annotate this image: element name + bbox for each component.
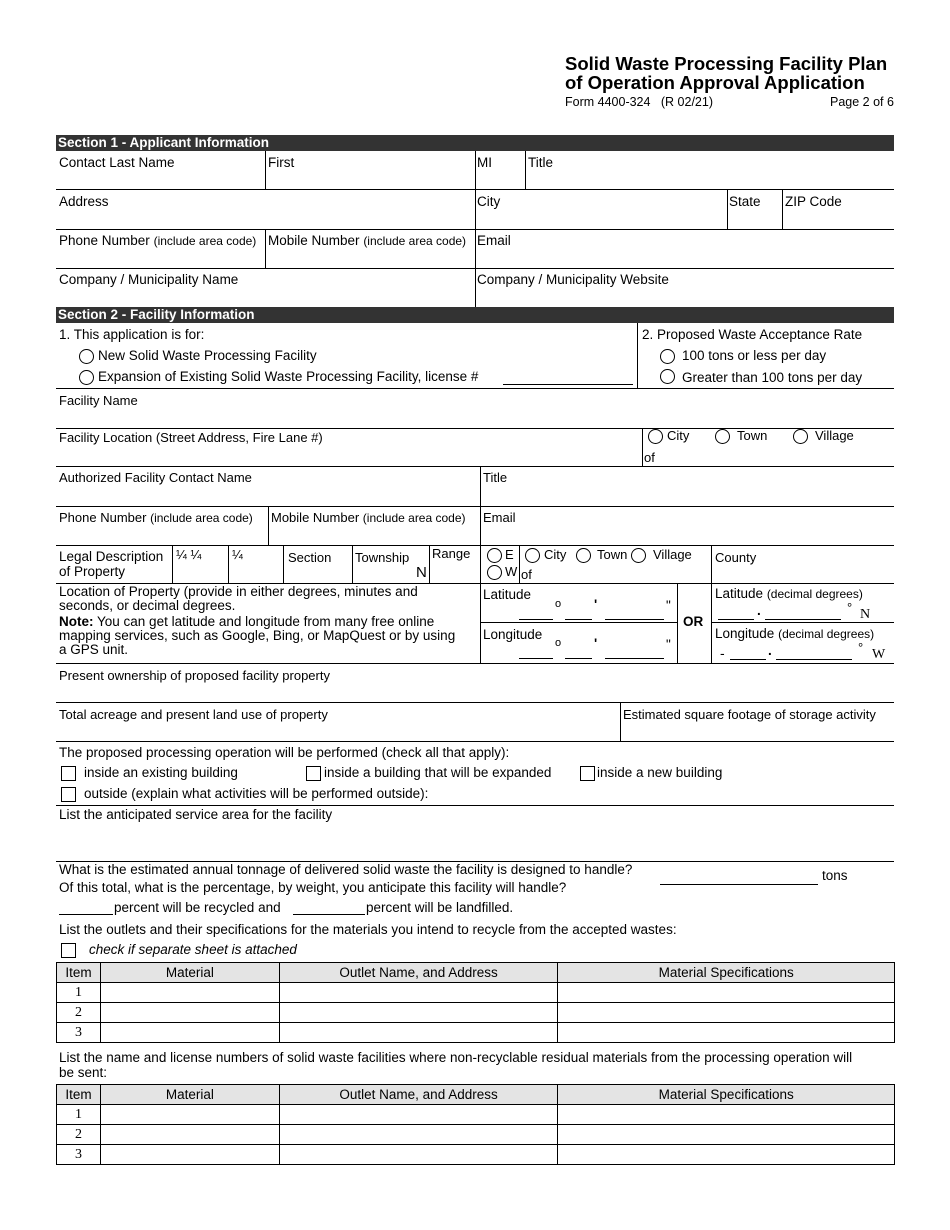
table-row	[57, 1003, 895, 1023]
acreage-field[interactable]	[56, 722, 618, 740]
percent-landfilled-field[interactable]	[293, 914, 365, 915]
sq-footage-field[interactable]	[622, 722, 894, 740]
legal-village-label: Village	[653, 547, 692, 562]
legal-town-label: Town	[597, 547, 628, 562]
row-number: 2	[57, 1125, 101, 1145]
col-item: Item	[57, 963, 101, 983]
divider	[475, 189, 476, 229]
longitude-minus: -	[720, 645, 725, 661]
mi-field[interactable]	[476, 170, 524, 188]
outlets-table-header	[57, 963, 895, 983]
legal-description-label	[59, 549, 163, 579]
facility-name-field[interactable]	[56, 409, 894, 427]
quarter-quarter-label: ¼ ¼	[176, 547, 202, 562]
op-outside-label: outside (explain what activities will be performed outside):	[84, 786, 429, 801]
latitude-seconds-field[interactable]	[605, 619, 664, 620]
rate-100-or-less-label: 100 tons or less per day	[682, 348, 827, 363]
ownership-label: Present ownership of proposed facility property	[59, 668, 330, 683]
divider	[56, 663, 894, 664]
rate-100-or-less-radio[interactable]	[660, 349, 675, 364]
divider	[475, 268, 476, 308]
ownership-field[interactable]	[56, 684, 894, 702]
range-w-radio[interactable]	[487, 565, 502, 580]
legal-city-label: City	[544, 547, 567, 562]
auth-contact-label: Authorized Facility Contact Name	[59, 470, 252, 485]
phone-field[interactable]	[56, 249, 264, 267]
longitude-decimal-text: Longitude	[715, 626, 775, 641]
tons-label: tons	[822, 868, 848, 883]
mi-label: MI	[477, 155, 492, 170]
op-expanded-checkbox[interactable]	[306, 766, 321, 781]
facility-phone-label	[59, 510, 253, 525]
material-cell[interactable]	[100, 1125, 279, 1145]
tonnage-field[interactable]	[660, 884, 818, 885]
specs-cell[interactable]	[558, 1003, 895, 1023]
title-label: Title	[528, 155, 554, 170]
longitude-min-symbol: '	[594, 636, 598, 651]
material-cell[interactable]	[100, 1105, 279, 1125]
material-cell[interactable]	[100, 1145, 279, 1165]
facility-phone-label-text: Phone Number	[59, 510, 147, 525]
divider	[283, 545, 284, 583]
latitude-minutes-field[interactable]	[565, 619, 592, 620]
row-number: 2	[57, 1003, 101, 1023]
divider	[525, 151, 526, 189]
longitude-decimal-fraction-field[interactable]	[776, 659, 852, 660]
col-specs: Material Specifications	[558, 1085, 895, 1105]
or-label: OR	[683, 614, 704, 629]
company-website-field[interactable]	[476, 288, 894, 306]
divider	[56, 805, 894, 806]
divider	[677, 583, 678, 663]
divider	[480, 466, 481, 506]
zip-field[interactable]	[783, 209, 894, 227]
email-label: Email	[477, 233, 511, 248]
latitude-decimal-fraction-field[interactable]	[765, 619, 841, 620]
expansion-radio[interactable]	[79, 370, 94, 385]
company-field[interactable]	[56, 288, 474, 306]
location-town-label: Town	[737, 428, 768, 443]
form-number: Form 4400-324 (R 02/21)	[565, 95, 713, 109]
location-of-label: of	[644, 450, 655, 465]
service-area-field[interactable]	[56, 823, 894, 859]
quarter-label: ¼	[232, 547, 243, 562]
township-n-label: N	[416, 564, 427, 581]
specs-cell[interactable]	[558, 1125, 895, 1145]
landfilled-label: percent will be landfilled.	[366, 900, 514, 915]
auth-title-field[interactable]	[482, 486, 894, 504]
divider	[480, 622, 677, 623]
facility-name-label: Facility Name	[59, 393, 138, 408]
company-website-label: Company / Municipality Website	[477, 272, 669, 287]
location-village-radio[interactable]	[793, 429, 808, 444]
auth-contact-field[interactable]	[56, 486, 478, 504]
table-row	[57, 1023, 895, 1043]
col-material: Material	[100, 963, 279, 983]
state-field[interactable]	[728, 209, 781, 227]
col-outlet: Outlet Name, and Address	[279, 1085, 558, 1105]
range-e-label: E	[505, 547, 514, 562]
longitude-decimal-deg: °	[858, 640, 864, 655]
longitude-deg-symbol: o	[555, 637, 562, 649]
latitude-degrees-field[interactable]	[519, 619, 553, 620]
contact-last-name-field[interactable]	[56, 170, 264, 188]
note-line1	[59, 615, 455, 629]
longitude-sec-symbol: "	[666, 637, 671, 652]
divider	[172, 545, 173, 583]
section-label: Section	[288, 550, 332, 565]
facility-mobile-note: (include area code)	[362, 511, 466, 525]
material-cell[interactable]	[100, 1003, 279, 1023]
divider	[268, 506, 269, 545]
row-number: 1	[57, 1105, 101, 1125]
longitude-decimal-dot: .	[768, 643, 772, 658]
email-field[interactable]	[476, 249, 894, 267]
residual-line2: be sent:	[59, 1065, 108, 1080]
mobile-label-text: Mobile Number	[268, 233, 360, 248]
facility-phone-note: (include area code)	[150, 511, 253, 525]
legal-of-label: of	[521, 567, 532, 582]
divider	[352, 545, 353, 583]
form-title	[565, 54, 887, 92]
material-cell[interactable]	[100, 1023, 279, 1043]
op-outside-checkbox[interactable]	[61, 787, 76, 802]
divider	[475, 229, 476, 268]
county-label: County	[715, 550, 757, 565]
location-town-radio[interactable]	[715, 429, 730, 444]
longitude-label: Longitude	[483, 627, 543, 642]
table-row	[57, 983, 895, 1003]
residual-table	[56, 1084, 895, 1165]
divider	[711, 583, 712, 663]
op-existing-checkbox[interactable]	[61, 766, 76, 781]
row-number: 3	[57, 1023, 101, 1043]
latitude-decimal-label	[715, 586, 863, 601]
divider	[56, 506, 894, 507]
rate-greater-100-label: Greater than 100 tons per day	[682, 370, 863, 385]
new-facility-label: New Solid Waste Processing Facility	[98, 348, 317, 363]
legal-city-radio[interactable]	[525, 548, 540, 563]
separate-sheet-label: check if separate sheet is attached	[89, 942, 297, 957]
op-expanded-label: inside a building that will be expanded	[324, 765, 552, 780]
latitude-min-symbol: '	[594, 597, 598, 612]
divider	[56, 545, 894, 546]
divider	[56, 466, 894, 467]
divider	[56, 702, 894, 703]
op-new-label: inside a new building	[597, 765, 723, 780]
note-text1: You can get latitude and longitude from many free online	[93, 614, 435, 629]
section1-header: Section 1 - Applicant Information	[56, 135, 894, 151]
residual-line1: List the name and license numbers of solid waste facilities where non-recyclable residual materials from the processing operation will	[59, 1050, 853, 1065]
longitude-decimal-note: (decimal degrees)	[778, 627, 875, 641]
note-line3: a GPS unit.	[59, 642, 129, 657]
zip-label: ZIP Code	[785, 194, 842, 209]
latitude-n-label: N	[860, 607, 871, 622]
percent-recycled-field[interactable]	[59, 914, 113, 915]
longitude-degrees-field[interactable]	[519, 658, 553, 659]
divider	[642, 428, 643, 466]
outlet-cell[interactable]	[279, 1023, 558, 1043]
service-area-label: List the anticipated service area for the facility	[59, 807, 333, 822]
facility-mobile-label	[271, 510, 466, 525]
specs-cell[interactable]	[558, 1145, 895, 1165]
material-cell[interactable]	[100, 983, 279, 1003]
legal-desc-line2: of Property	[59, 564, 126, 579]
latitude-decimal-dot: .	[757, 603, 761, 618]
facility-mobile-label-text: Mobile Number	[271, 510, 360, 525]
legal-village-radio[interactable]	[631, 548, 646, 563]
facility-email-label: Email	[483, 510, 516, 525]
divider	[265, 151, 266, 189]
form-title-line1: Solid Waste Processing Facility Plan	[565, 53, 888, 74]
location-city-radio[interactable]	[648, 429, 663, 444]
range-w-label: W	[505, 564, 518, 579]
longitude-seconds-field[interactable]	[605, 658, 664, 659]
specs-cell[interactable]	[558, 983, 895, 1003]
percent-question: Of this total, what is the percentage, by weight, you anticipate this facility will handle?	[59, 880, 567, 895]
divider	[56, 388, 894, 389]
longitude-w-label: W	[872, 647, 886, 662]
row-number: 1	[57, 983, 101, 1003]
specs-cell[interactable]	[558, 1023, 895, 1043]
phone-label-text: Phone Number	[59, 233, 150, 248]
title-field[interactable]	[526, 170, 894, 188]
facility-phone-field[interactable]	[56, 526, 266, 544]
new-facility-radio[interactable]	[79, 349, 94, 364]
divider	[480, 545, 481, 583]
facility-email-field[interactable]	[482, 526, 894, 544]
latitude-label: Latitude	[483, 587, 532, 602]
longitude-decimal-whole-field[interactable]	[730, 659, 766, 660]
address-label: Address	[59, 194, 109, 209]
op-outside-explain-field[interactable]	[442, 785, 894, 803]
divider	[429, 545, 430, 583]
divider	[265, 229, 266, 268]
mobile-field[interactable]	[266, 249, 474, 267]
outlet-cell[interactable]	[279, 983, 558, 1003]
latitude-decimal-deg: °	[847, 600, 853, 615]
outlet-cell[interactable]	[279, 1125, 558, 1145]
divider	[637, 323, 638, 388]
op-existing-label: inside an existing building	[84, 765, 238, 780]
form-title-line2: of Operation Approval Application	[565, 72, 865, 93]
location-village-label: Village	[815, 428, 854, 443]
facility-location-label: Facility Location (Street Address, Fire Lane #)	[59, 430, 323, 445]
outlets-question: List the outlets and their specifications for the materials you intend to recycle from the accepted wastes:	[59, 922, 677, 937]
divider	[711, 545, 712, 583]
note-bold: Note:	[59, 614, 94, 629]
operation-question: The proposed processing operation will be performed (check all that apply):	[59, 745, 510, 760]
outlets-table	[56, 962, 895, 1043]
location-city-label: City	[667, 428, 690, 443]
latitude-decimal-note: (decimal degrees)	[766, 587, 863, 601]
acreage-label: Total acreage and present land use of property	[59, 707, 328, 722]
col-material: Material	[100, 1085, 279, 1105]
outlet-cell[interactable]	[279, 1145, 558, 1165]
phone-label	[59, 233, 256, 248]
note-line2: mapping services, such as Google, Bing, or MapQuest or by using	[59, 628, 456, 643]
divider	[228, 545, 229, 583]
legal-desc-line1: Legal Description	[59, 549, 164, 564]
range-e-radio[interactable]	[487, 548, 502, 563]
facility-mobile-field[interactable]	[270, 526, 478, 544]
license-number-field[interactable]	[503, 384, 633, 385]
op-new-checkbox[interactable]	[580, 766, 595, 781]
table-row	[57, 1125, 895, 1145]
contact-last-name-label: Contact Last Name	[59, 155, 175, 170]
divider	[480, 583, 481, 663]
divider	[727, 189, 728, 229]
col-item: Item	[57, 1085, 101, 1105]
range-label: Range	[432, 546, 471, 561]
sq-footage-label: Estimated square footage of storage activity	[623, 707, 876, 722]
table-row	[57, 1105, 895, 1125]
first-name-field[interactable]	[266, 170, 474, 188]
location-line1: Location of Property (provide in either degrees, minutes and	[59, 584, 418, 599]
divider	[56, 741, 894, 742]
expansion-label: Expansion of Existing Solid Waste Processing Facility, license #	[98, 369, 479, 384]
location-line2: seconds, or decimal degrees.	[59, 598, 236, 613]
col-outlet: Outlet Name, and Address	[279, 963, 558, 983]
first-name-label: First	[268, 155, 295, 170]
facility-location-field[interactable]	[56, 446, 640, 464]
address-field[interactable]	[56, 209, 474, 227]
table-row	[57, 1145, 895, 1165]
mobile-label	[268, 233, 466, 248]
phone-note: (include area code)	[153, 234, 257, 248]
specs-cell[interactable]	[558, 1105, 895, 1125]
divider	[519, 545, 520, 583]
mobile-note: (include area code)	[363, 234, 467, 248]
section2-header: Section 2 - Facility Information	[56, 307, 894, 323]
longitude-decimal-label	[715, 626, 874, 641]
outlet-cell[interactable]	[279, 1003, 558, 1023]
company-label: Company / Municipality Name	[59, 272, 239, 287]
location-instructions	[59, 585, 455, 657]
latitude-sec-symbol: "	[666, 598, 671, 613]
longitude-minutes-field[interactable]	[565, 658, 592, 659]
outlet-cell[interactable]	[279, 1105, 558, 1125]
legal-town-radio[interactable]	[576, 548, 591, 563]
city-label: City	[477, 194, 501, 209]
divider	[475, 151, 476, 189]
township-label: Township	[355, 550, 410, 565]
latitude-deg-symbol: o	[555, 598, 562, 610]
divider	[620, 702, 621, 741]
recycled-label: percent will be recycled and	[114, 900, 281, 915]
divider	[782, 189, 783, 229]
auth-title-label: Title	[483, 470, 508, 485]
page-number: Page 2 of 6	[830, 95, 894, 109]
divider	[480, 506, 481, 545]
row-number: 3	[57, 1145, 101, 1165]
tonnage-question: What is the estimated annual tonnage of delivered solid waste the facility is designed to handle?	[59, 862, 633, 877]
latitude-decimal-whole-field[interactable]	[718, 619, 754, 620]
col-specs: Material Specifications	[558, 963, 895, 983]
separate-sheet-checkbox[interactable]	[61, 943, 76, 958]
city-field[interactable]	[476, 209, 726, 227]
county-field[interactable]	[714, 565, 894, 582]
latitude-decimal-text: Latitude	[715, 586, 764, 601]
rate-title: 2. Proposed Waste Acceptance Rate	[642, 327, 863, 342]
state-label: State	[729, 194, 761, 209]
residual-table-header	[57, 1085, 895, 1105]
divider	[56, 428, 894, 429]
residual-question	[59, 1050, 852, 1080]
application-for-label: 1. This application is for:	[59, 327, 205, 342]
rate-greater-100-radio[interactable]	[660, 369, 675, 384]
